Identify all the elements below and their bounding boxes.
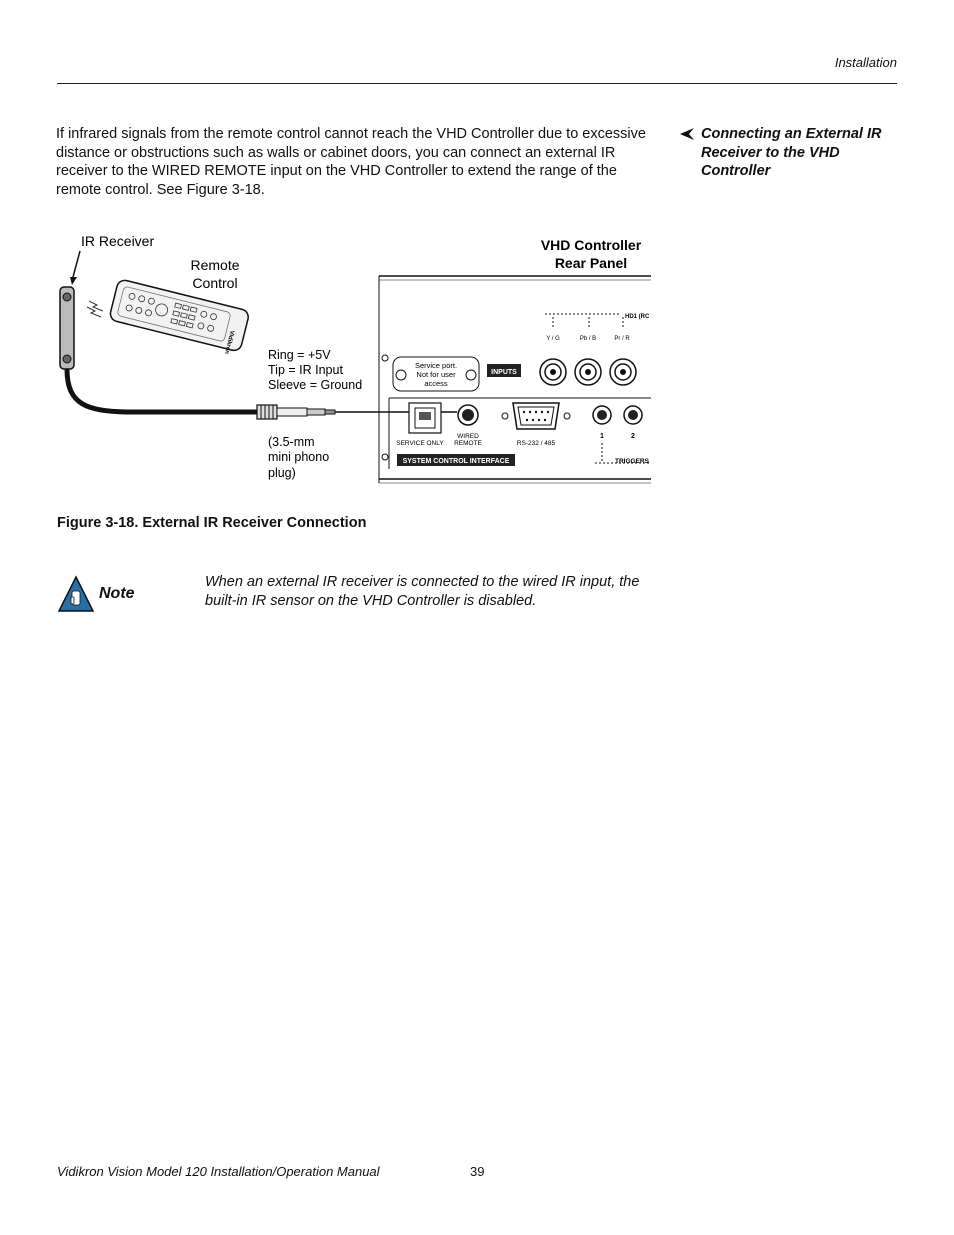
service-label-1: Service port.: [414, 361, 458, 370]
plug-label-3: plug): [268, 466, 296, 480]
ir-cable: [67, 369, 257, 412]
wired-remote-label-2: REMOTE: [454, 440, 482, 447]
trigger-jack-2: [624, 406, 642, 424]
yg-label: Y / G: [546, 336, 560, 342]
intro-paragraph: If infrared signals from the remote control cannot reach the VHD Controller due to excessive distance or obstructions such as walls or cabinet doors, you can connect an external IR receiver to the WIRED REMOTE input on the VHD Controller to extend the range of the remote control. See Figure 3-18.: [56, 126, 646, 198]
service-label-2: Not for user: [416, 370, 456, 379]
remote-label-2: Control: [192, 275, 238, 291]
footer-manual-title: Vidikron Vision Model 120 Installation/Operation Manual: [57, 1164, 380, 1179]
ir-connection-figure: [57, 225, 657, 495]
wired-remote-jack: [458, 405, 478, 425]
rs232-label: RS-232 / 485: [516, 440, 556, 447]
sci-badge-text: SYSTEM CONTROL INTERFACE: [402, 458, 510, 465]
service-only-label: SERVICE ONLY: [396, 440, 444, 447]
prr-label: Pr / R: [614, 336, 630, 342]
inputs-badge-text: INPUTS: [491, 369, 517, 376]
page-number: 39: [470, 1164, 485, 1179]
panel-title-1: VHD Controller: [540, 237, 642, 253]
hd1-label: HD1 (RC: [625, 314, 650, 320]
figure-caption: Figure 3-18. External IR Receiver Connection: [57, 515, 367, 531]
ir-receiver-pointer: [73, 251, 80, 277]
arrow-left-icon: [679, 127, 695, 141]
sleeve-label: Sleeve = Ground: [268, 378, 363, 392]
pbb-label: Pb / B: [579, 336, 597, 342]
rear-panel: [379, 276, 651, 483]
note-text: When an external IR receiver is connected to the wired IR input, the built-in IR sensor on the VHD Controller is disabled.: [205, 574, 640, 609]
panel-title-2: Rear Panel: [554, 255, 628, 271]
note-label: Note: [99, 585, 135, 602]
header-rule: [57, 83, 897, 84]
running-header: Installation: [834, 55, 897, 70]
service-only-port: [409, 403, 441, 433]
service-label-3: access: [424, 379, 448, 388]
remote-brand: Vidikron: [223, 329, 235, 355]
rca-jack-prr: [610, 359, 636, 385]
ir-receiver-label: IR Receiver: [81, 233, 155, 249]
rs232-port: [502, 403, 570, 429]
trigger-1-label: 1: [600, 433, 604, 440]
remote-label-1: Remote: [190, 257, 240, 273]
plug-label-1: (3.5-mm: [268, 435, 315, 449]
triggers-label: TRIGGERS: [615, 458, 649, 465]
wired-remote-label-1: WIRED: [457, 433, 479, 440]
rca-jack-pbb: [575, 359, 601, 385]
side-heading: Connecting an External IR Receiver to the VHD Controller: [701, 126, 882, 179]
note-hand-icon: [57, 575, 95, 613]
trigger-jack-1: [593, 406, 611, 424]
ring-label: Ring = +5V: [268, 348, 331, 362]
trigger-2-label: 2: [631, 433, 635, 440]
tip-label: Tip = IR Input: [268, 363, 343, 377]
pointer-arrowhead: [70, 277, 77, 285]
plug-label-2: mini phono: [268, 450, 330, 464]
rca-jack-yg: [540, 359, 566, 385]
